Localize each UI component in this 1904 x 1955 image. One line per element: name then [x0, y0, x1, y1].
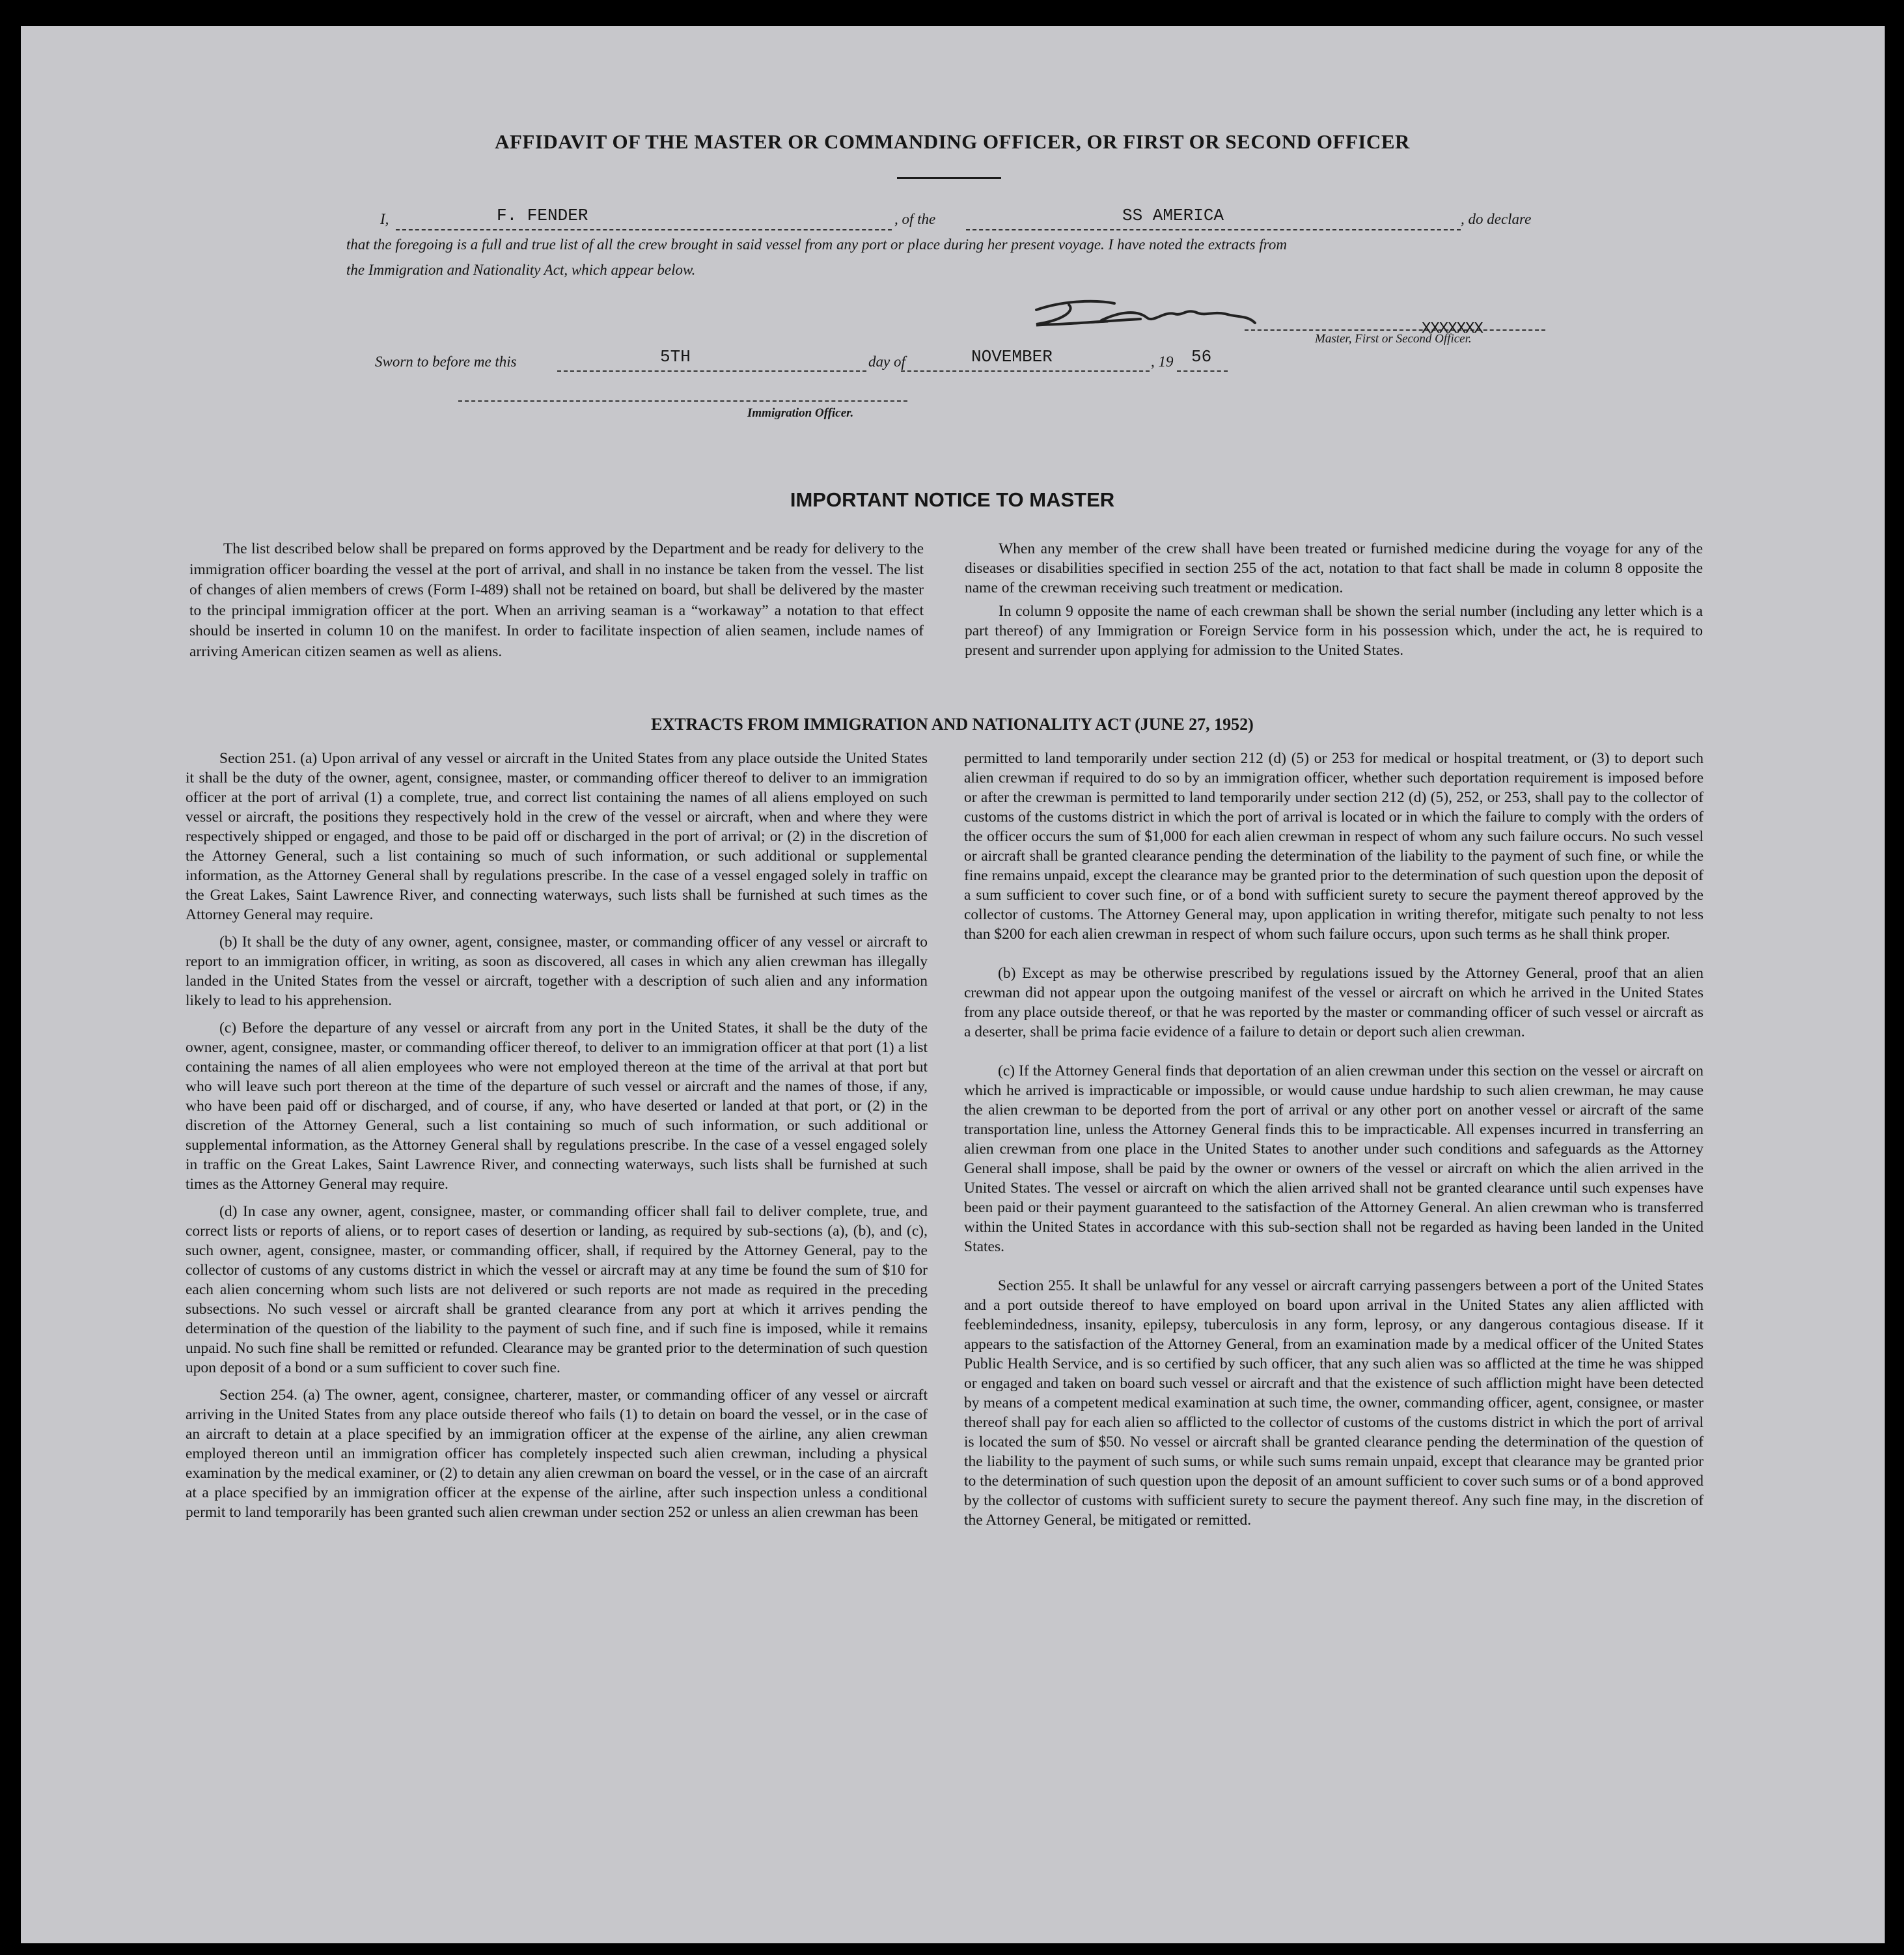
section-254-a-continued: permitted to land temporarily under section 212 (d) (5) or 253 for medical or hospital treatment, or (3) to deport such alien crewman if required to do so by an immigration officer, whether such deportation requirement is imposed before or after the crewman is permitted to land temporarily under section 212 (d) (5), 252, or 253, shall pay to the collector of customs of the customs district in which the port of arrival is located or in which the failure to comply with the orders of the officer occurs the sum of $1,000 for each alien crewman in respect of whom any such failure occurs. No such vessel or aircraft shall be granted clearance pending the determination of the liability to the payment of such fine, or while the fine remains unpaid, except the clearance may be granted prior to the determination of such question upon the deposit of a sum sufficient to cover such fine, or of a bond with sufficient surety to secure the payment thereof approved by the collector of customs. The Attorney General may, upon application in writing therefor, mitigate such penalty to not less than $200 for each alien crewman in respect of whom such failure occurs, upon such terms as he shall think proper. — [964, 750, 1704, 943]
notice-right-paragraph-2: In column 9 opposite the name of each crewman shall be shown the serial number (including any letter which is a part thereof) of any Immigration or Foreign Service form in his possession which, under the act, he is required to present and surrender upon applying for admission to the United States. — [965, 603, 1703, 659]
declaration-body-1: that the foregoing is a full and true list of all the crew brought in said vessel from any port or place during her present voyage. I have noted the extracts from — [346, 236, 1287, 253]
vessel-name: SS AMERICA — [1122, 206, 1224, 225]
section-255: Section 255. It shall be unlawful for any vessel or aircraft carrying passengers between a port of the United States and a port outside thereof to have employed on board upon arrival in the United States any alien afflicted with feeblemindedness, insanity, epilepsy, tuberculosis in any form, leprosy, or any dangerous contagious disease. If it appears to the satisfaction of the Attorney General, from an examination made by a medical officer of the United States Public Health Service, and is so certified by such officer, that any such alien was so afflicted at the time he was shipped or engaged and taken on board such vessel or aircraft and that the existence of such affliction might have been detected by means of a competent medical examination at such time, the owner, commanding officer, agent, consignee, or master thereof shall pay for each alien so afflicted to the collector of customs of the customs district in which the port of arrival is located the sum of $50. No vessel or aircraft shall be granted clearance pending the determination of the question of the liability to the payment of such sums, or while such sums remain unpaid, except that clearance may be granted prior to the determination of such question upon the deposit of an amount sufficient to cover such sums or of a bond approved by the collector of customs with sufficient surety to secure the payment thereof. Any such fine may, in the discretion of the Attorney General, be mitigated or remitted. — [964, 1277, 1704, 1529]
declaration-i: I, — [380, 211, 389, 227]
sworn-day: 5TH — [660, 347, 691, 367]
day-of-label: day of — [868, 354, 905, 370]
section-254-b: (b) Except as may be otherwise prescribed by regulations issued by the Attorney General, proof that an alien crewman did not appear upon the outgoing manifest of the vessel or aircraft on which he arrived in the United States from any place outside thereof, or that he was reported by the master or commanding officer of such vessel or aircraft as a deserter, shall be prima facie evidence of a failure to detain or deport such alien crewman. — [964, 965, 1704, 1040]
declaration-body-2: the Immigration and Nationality Act, which appear below. — [346, 262, 696, 278]
extracts-left-column — [186, 749, 928, 1522]
section-254-a: Section 254. (a) The owner, agent, consignee, charterer, master, or commanding officer of any vessel or aircraft arriving in the United States from any place outside thereof who fails (1) to detain on board the vessel, or in the case of an aircraft to detain at a place specified by an immigration officer at the expense of the airline, any alien crewman employed thereon until an immigration officer has completely inspected such alien crewman, including a physical examination by the medical examiner, or (2) to detain any alien crewman on board the vessel, or in the case of an aircraft at a place specified by an immigration officer at the expense of the airline, after such inspection unless a conditional permit to land temporarily has been granted such alien crewman under section 252 or unless an alien crewman has been — [186, 1387, 928, 1521]
extracts-right-column — [964, 749, 1704, 1530]
page-edge — [1884, 26, 1885, 1943]
notice-right-column — [965, 539, 1703, 660]
section-251-d: (d) In case any owner, agent, consignee, master, or commanding officer shall fail to deliver complete, true, and correct lists or reports of aliens, or to report cases of desertion or landing, as required by sub-sections (a), (b), and (c), such owner, agent, consignee, master, or commanding officer, shall, if required by the Attorney General, pay to the collector of customs of any customs district in which the vessel or aircraft may at any time be found the sum of $10 for each alien concerning whom such lists are not delivered or such reports are not made as required in the preceding subsections. No such vessel or aircraft shall be granted clearance from any port at which it arrives pending the determination of the question of the liability to the payment of such fine, and if such fine is imposed, while it remains unpaid. No such fine shall be remitted or refunded. Clearance may be granted prior to the determination of such question upon deposit of a bond or a sum sufficient to cover such fine. — [186, 1203, 928, 1376]
sworn-month: NOVEMBER — [971, 347, 1053, 367]
sworn-month-line — [901, 347, 1150, 372]
section-254-c: (c) If the Attorney General finds that deportation of an alien crewman under this section on the vessel or aircraft on which he arrived is impracticable or impossible, or would cause undue hardship to such alien crewman, he may cause the alien crewman to be deported from the port of arrival or any other port on another vessel or aircraft of the same transportation line, unless the Attorney General finds this to be impracticable. All expenses incurred in transferring an alien crewman from one place in the United States to another under such conditions and safeguards as the Attorney General shall impose, shall be paid by the owner or owners of the vessel or aircraft on which the alien arrived in the United States. The vessel or aircraft on which the alien arrived shall not be granted clearance until such expenses have been paid or their payment guaranteed to the satisfaction of the Attorney General. An alien crewman who is transferred within the United States in accordance with this sub-section shall not be regarded as having been landed in the United States. — [964, 1062, 1704, 1255]
vessel-name-line — [966, 206, 1461, 230]
year-suffix: 56 — [1191, 347, 1212, 367]
immigration-officer-caption: Immigration Officer. — [747, 406, 854, 420]
struck-typed-text: XXXXXXX — [1422, 320, 1483, 338]
signer-caption: Master, First or Second Officer. — [1315, 332, 1472, 346]
signature-line — [1245, 328, 1545, 331]
master-signature — [1023, 292, 1258, 337]
sworn-day-line — [557, 347, 866, 372]
notice-left-column — [189, 539, 924, 663]
title-divider — [897, 177, 1001, 179]
year-line — [1177, 347, 1228, 372]
of-the-label: , of the — [894, 211, 936, 227]
section-251-a: Section 251. (a) Upon arrival of any vessel or aircraft in the United States from any place outside the United States it shall be the duty of the owner, agent, consignee, master, or commanding officer thereof to deliver to an immigration officer at the port of arrival (1) a complete, true, and correct list containing the names of all aliens employed on such vessel or aircraft, the positions they respectively hold in the crew of the vessel or aircraft, when and where they were respectively shipped or engaged, and those to be paid off or discharged in the port of arrival; or (2) in the discretion of the Attorney General, such a list containing so much of such information, or such additional or supplemental information, as the Attorney General shall by regulations prescribe. In the case of a vessel engaged solely in traffic on the Great Lakes, Saint Lawrence River, and connecting waterways, such lists shall be furnished at such times as the Attorney General may require. — [186, 750, 928, 923]
sworn-label: Sworn to before me this — [375, 354, 517, 370]
year-prefix: , 19 — [1151, 354, 1174, 370]
extracts-title: EXTRACTS FROM IMMIGRATION AND NATIONALITY ACT (JUNE 27, 1952) — [651, 715, 1254, 734]
section-251-c: (c) Before the departure of any vessel or aircraft from any port in the United States, it shall be the duty of the owner, agent, consignee, master, or commanding officer thereof, to deliver to an immigration officer at that port (1) a list containing the names of all alien employees who were not employed thereon at the time of the arrival at that port but who will leave such port thereon at the time of the departure of such vessel or aircraft and the names of those, if any, who have been paid off or discharged, and of course, if any, who have deserted or landed at that port, or (2) in the discretion of the Attorney General, such a list containing so much of such information, or such additional or supplemental information, as the Attorney General shall by regulations prescribe. In the case of a vessel engaged solely in traffic on the Great Lakes, Saint Lawrence River, and connecting waterways, such lists shall be furnished at such times as the Attorney General may require. — [186, 1019, 928, 1193]
document-page — [21, 26, 1884, 1943]
affidavit-title: AFFIDAVIT OF THE MASTER OR COMMANDING OFFICER, OR FIRST OR SECOND OFFICER — [495, 130, 1410, 153]
immigration-officer-line — [458, 399, 907, 402]
do-declare-label: , do declare — [1461, 211, 1532, 227]
master-name-line — [396, 206, 892, 230]
master-name: F. FENDER — [497, 206, 588, 225]
notice-right-paragraph-1: When any member of the crew shall have been treated or furnished medicine during the voyage for any of the diseases or disabilities specified in section 255 of the act, notation to that fact shall be made in column 8 opposite the name of the crewman receiving such treatment or medication. — [965, 540, 1703, 596]
notice-left-paragraph: The list described below shall be prepared on forms approved by the Department and be ready for delivery to the immigration officer boarding the vessel at the port of arrival, and shall in no instance be taken from the vessel. The list of changes of alien members of crews (Form I-489) shall not be retained on board, but shall be delivered by the master to the principal immigration officer at the port. When an arriving seaman is a “workaway” a notation to that effect should be inserted in column 10 on the manifest. In order to facilitate inspection of alien seamen, include names of arriving American citizen seamen as well as aliens. — [189, 540, 924, 660]
section-251-b: (b) It shall be the duty of any owner, agent, consignee, master, or commanding officer of any vessel or aircraft to report to an immigration officer, in writing, as soon as discovered, all cases in which any alien crewman has illegally landed in the United States from the vessel or aircraft, together with a description of such alien and any information likely to lead to his apprehension. — [186, 934, 928, 1009]
notice-title: IMPORTANT NOTICE TO MASTER — [790, 488, 1115, 511]
